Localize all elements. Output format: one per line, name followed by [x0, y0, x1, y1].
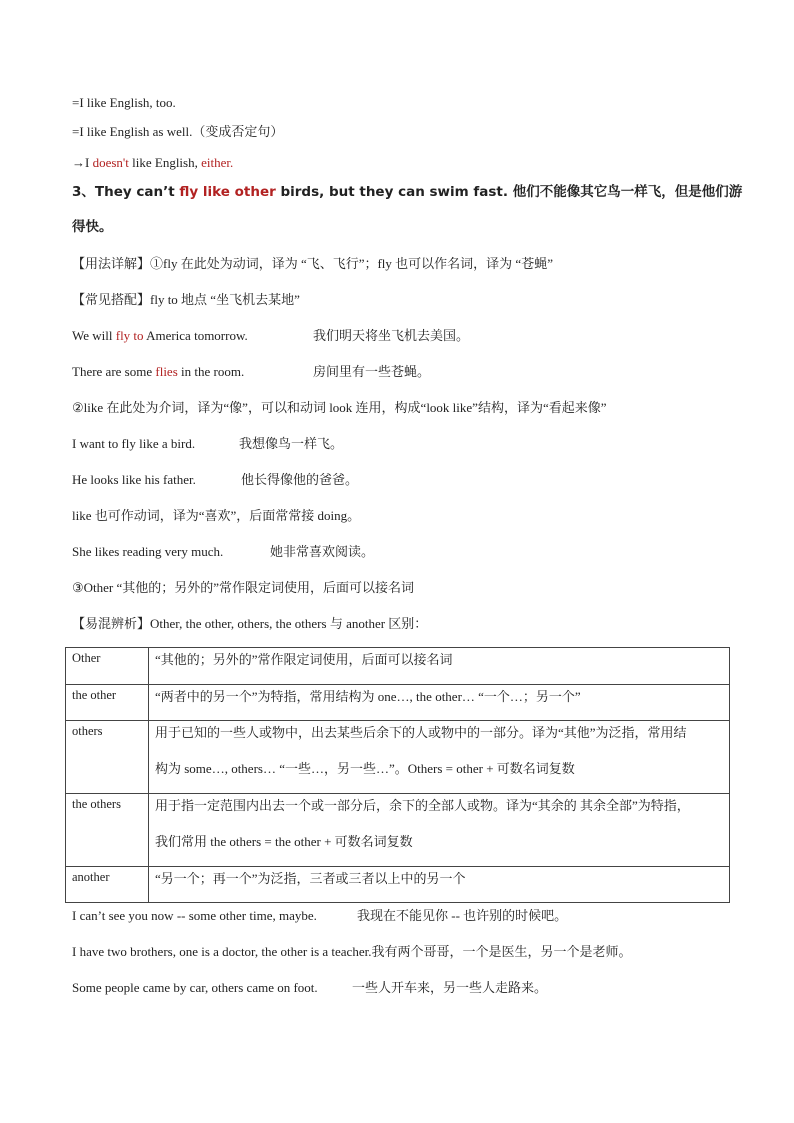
common-collocation: 【常见搭配】fly to 地点 “坐飞机去某地”	[72, 292, 300, 307]
table-term: Other	[66, 648, 149, 685]
text-segment: in the room.	[177, 364, 245, 379]
description-line: 用于指一定范围内出去一个或一部分后，余下的全部人或物。译为“其余的 其余全部”为特指，	[155, 798, 690, 813]
example-some-other-time: I can’t see you now -- some other time, maybe.	[72, 908, 317, 923]
table-term: the others	[66, 794, 149, 867]
highlight-doesnt: doesn't	[92, 155, 129, 170]
like-preposition-explanation: ②like 在此处为介词，译为“像”，可以和动词 look 连用，构成“look like”结构，译为“看起来像”	[72, 400, 607, 415]
sentence-heading-cont: 得快。	[72, 219, 113, 235]
description-line: “其他的；另外的”常作限定词使用，后面可以接名词	[155, 652, 453, 667]
table-row	[66, 794, 730, 867]
example-line-as-well: =I like English as well.（变成否定句）	[72, 124, 284, 139]
example-like-bird-translation: 我想像鸟一样飞。	[239, 436, 344, 451]
example-fly-to-translation: 我们明天将坐飞机去美国。	[313, 328, 470, 343]
usage-explanation: 【用法详解】①fly 在此处为动词，译为 “飞、飞行”；fly 也可以作名词，译为 “苍蝇”	[72, 256, 553, 271]
table-row	[66, 721, 730, 794]
example-like-bird: I want to fly like a bird.	[72, 436, 196, 451]
example-some-people-translation: 一些人开车来，另一些人走路来。	[352, 980, 548, 995]
description-line: 构为 some…, others… “一些…，另一些…”。Others = other + 可数名词复数	[155, 761, 575, 776]
text-segment: America tomorrow.	[143, 328, 248, 343]
text-segment: There are some	[72, 364, 156, 379]
example-some-people: Some people came by car, others came on foot.	[72, 980, 318, 995]
table-description	[149, 721, 730, 794]
example-flies	[72, 363, 244, 381]
description-line: 我们常用 the others = the other + 可数名词复数	[155, 834, 413, 849]
example-fly-to	[72, 327, 248, 345]
example-looks-like: He looks like his father.	[72, 472, 196, 487]
sentence-heading	[72, 183, 742, 201]
text-segment: We will	[72, 328, 116, 343]
description-line: “另一个；再一个”为泛指，三者或三者以上中的另一个	[155, 871, 466, 886]
confusion-analysis-heading: 【易混辨析】Other, the other, others, the others 与 another 区别：	[72, 616, 428, 631]
text-segment: birds, but they can swim fast. 他们不能像其它鸟一样飞，但是他们游	[275, 184, 743, 200]
table-term: others	[66, 721, 149, 794]
highlight-flies: flies	[155, 364, 178, 379]
example-some-other-time-translation: 我现在不能见你 -- 也许别的时候吧。	[357, 908, 568, 923]
like-verb-explanation: like 也可作动词，译为“喜欢”，后面常常接 doing。	[72, 508, 361, 523]
example-line-too: =I like English, too.	[72, 95, 176, 110]
highlight-fly-like-other: fly like other	[179, 184, 276, 200]
text-segment: →I	[72, 155, 93, 170]
table-description	[149, 794, 730, 867]
text-segment: 3、They can’t	[72, 184, 180, 200]
text-segment: like English,	[128, 155, 202, 170]
table-term: the other	[66, 685, 149, 721]
table-row	[66, 867, 730, 903]
description-line: “两者中的另一个”为特指，常用结构为 one…, the other… “一个…；另一个”	[155, 689, 581, 704]
example-line-negative	[72, 154, 233, 172]
highlight-fly-to: fly to	[115, 328, 144, 343]
description-line: 用于已知的一些人或物中，出去某些后余下的人或物中的一部分。译为“其他”为泛指，常用结	[155, 725, 687, 740]
comparison-table	[65, 647, 730, 903]
highlight-either: either.	[201, 155, 234, 170]
table-description	[149, 867, 730, 903]
example-flies-translation: 房间里有一些苍蝇。	[313, 364, 431, 379]
table-term: another	[66, 867, 149, 903]
example-looks-like-translation: 他长得像他的爸爸。	[241, 472, 359, 487]
example-likes-reading-translation: 她非常喜欢阅读。	[270, 544, 375, 559]
other-definition: ③Other “其他的；另外的”常作限定词使用，后面可以接名词	[72, 580, 415, 595]
example-two-brothers: I have two brothers, one is a doctor, the other is a teacher.我有两个哥哥，一个是医生，另一个是老师。	[72, 944, 632, 959]
example-likes-reading: She likes reading very much.	[72, 544, 224, 559]
